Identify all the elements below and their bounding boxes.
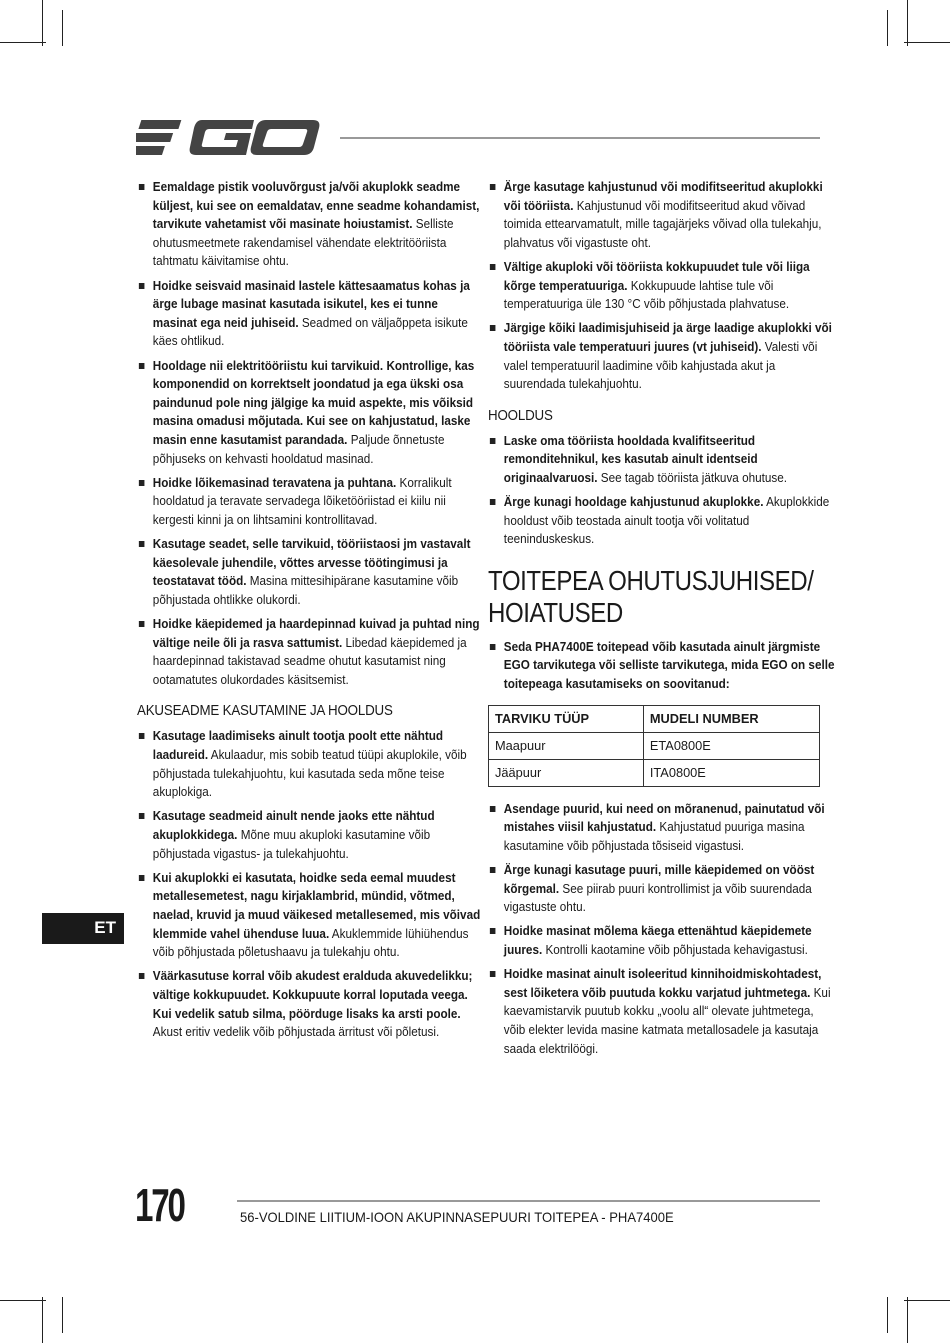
- table-header-cell: TARVIKU TÜÜP: [489, 705, 644, 732]
- main-heading: [488, 565, 826, 629]
- table-cell: Jääpuur: [489, 759, 644, 786]
- main-heading-line2: HOIATUSED: [488, 596, 623, 628]
- section-title-battery: AKUSEADME KASUTAMINE JA HOOLDUS: [137, 703, 393, 720]
- crop-mark: [0, 42, 46, 43]
- list-item: Ärge kunagi hooldage kahjustunud akuplokke. Akuplokkide hooldust võib teostada ainult tootja või volitatud teeninduskeskus.: [488, 493, 835, 549]
- ego-logo: [136, 118, 321, 158]
- language-tab: ET: [42, 913, 124, 944]
- powerhead-list: [488, 638, 835, 694]
- list-item: Laske oma tööriista hooldada kvalifitseeritud remonditehnikul, kes kasutab ainult identseid originaalvaruosi. See tagab tööriista jätkuva ohutuse.: [488, 432, 835, 488]
- crop-mark: [42, 1297, 43, 1343]
- crop-mark: [904, 1300, 950, 1301]
- crop-mark: [42, 0, 43, 46]
- list-item: Kasutage seadmeid ainult nende jaoks ette nähtud akuplokkidega. Mõne muu akuploki kasutamine võib põhjustada vigastus- ja tulekahjuohtu.: [137, 807, 484, 863]
- list-item: Väärkasutuse korral võib akudest eralduda akuvedelikku; vältige kokkupuudet. Kokkupuute korral loputada veega. Kui vedelik satub silma, pöörduge lisaks ka arsti poole. Akust eritiv vedelik võib põhjustada ärritust või põletusi.: [137, 967, 484, 1041]
- table-row: [489, 732, 820, 759]
- header-rule: [340, 137, 820, 139]
- list-item: Järgige kõiki laadimisjuhiseid ja ärge laadige akuplokki või tööriista vale temperatuuri juures (vt juhiseid). Valesti või valel temperatuuril laadimine võib kahjustada akut ja suurendada tulekahjuohtu.: [488, 319, 835, 393]
- crop-mark: [62, 10, 63, 46]
- list-item: Ärge kasutage kahjustunud või modifitseeritud akuplokki või tööriista. Kahjustunud või modifitseeritud akud võivad toimida ettearvamatult, mille tagajärjeks võivad olla tulekahju, plahvatus või vigastuste oht.: [488, 178, 835, 252]
- table-cell: Maapuur: [489, 732, 644, 759]
- footer-rule: [237, 1200, 820, 1202]
- table-cell: ETA0800E: [643, 732, 819, 759]
- battery-list: [137, 727, 481, 1041]
- table-header-cell: MUDELI NUMBER: [643, 705, 819, 732]
- crop-mark: [887, 10, 888, 46]
- crop-mark: [907, 1297, 908, 1343]
- left-column: [137, 178, 481, 1047]
- list-item: Ärge kunagi kasutage puuri, mille käepidemed on vööst kõrgemal. See piirab puuri kontrollimist ja võib suurendada vigastuste ohtu.: [488, 861, 835, 917]
- list-item: Hoidke seisvaid masinaid lastele kättesaamatus kohas ja ärge lubage masinat kasutada isikutel, kes ei tunne masinat ega neid juhiseid. Seadmed on väljaõppeta isikute käes ohtlikud.: [137, 277, 484, 351]
- safety-list: [137, 178, 480, 689]
- service-list: [488, 432, 830, 549]
- auger-list: [488, 800, 831, 1059]
- crop-mark: [907, 0, 908, 46]
- table-cell: ITA0800E: [643, 759, 819, 786]
- table-row: [489, 759, 820, 786]
- list-item: Kasutage seadet, selle tarvikuid, tööriistaosi jm vastavalt käesolevale juhendile, võttes arvesse töötingimusi ja teostatavat tööd. Masina mittesihipärane kasutamine võib põhjustada ohtlikke olukordi.: [137, 535, 484, 609]
- list-item: Asendage puurid, kui need on mõranenud, painutatud või mistahes viisil kahjustatud. Kahjustatud puuriga masina kasutamine võib põhjustada tõsiseid vigastusi.: [488, 800, 835, 856]
- list-item: Kui akuplokki ei kasutata, hoidke seda eemal muudest metallesemetest, nagu kirjaklambrid, mündid, võtmed, naelad, kruvid ja muud väikesed metallesemed, mis võivad klemmide vahel ühenduse luua. Akuklemmide lühiühendus võib põhjustada põletushaavu ja tulekahju ohtu.: [137, 869, 484, 962]
- list-item: Hoidke lõikemasinad teravatena ja puhtana. Korralikult hooldatud ja teravate servadega lõiketööriistad ei kiilu nii kergesti kinni ja on lihtsamini kontrollitavad.: [137, 474, 484, 530]
- list-item: Hoidke masinat ainult isoleeritud kinnihoidmiskohtadest, sest lõiketera võib puutuda kokku varjatud juhtmetega. Kui kaevamistarvik puutub kokku „voolu all“ olevate juhtmetega, võib elekter levida masine katmata metallosadele ja kasutaja saada elektrilöögi.: [488, 965, 835, 1058]
- list-item: Eemaldage pistik vooluvõrgust ja/või akuplokk seadme küljest, kui see on eemaldatav, enne seadme kohandamist, tarvikute vahetamist või masinate hoiustamist. Selliste ohutusmeetmete rakendamisel vähendate elektritööriista tahtmatu käivitamise ohtu.: [137, 178, 484, 271]
- list-item: Hoidke masinat mõlema käega ettenähtud käepidemete juures. Kontrolli kaotamine võib põhjustada kehavigastusi.: [488, 922, 835, 959]
- list-item: Seda PHA7400E toitepead võib kasutada ainult järgmiste EGO tarvikutega või selliste tarvikutega, mida EGO on selle toitepeaga kasutamiseks on soovitanud:: [488, 638, 835, 694]
- list-item: Hoidke käepidemed ja haardepinnad kuivad ja puhtad ning vältige neile õli ja rasva sattumist. Libedad käepidemed ja haardepinnad takistavad seadme ohutut kasutamist ning ootamatutes olukordades käsitsemist.: [137, 615, 484, 689]
- section-title-service: HOOLDUS: [488, 407, 553, 424]
- right-column: [488, 178, 835, 1064]
- crop-mark: [904, 42, 950, 43]
- footer-title: 56-VOLDINE LIITIUM-IOON AKUPINNASEPUURI TOITEPEA - PHA7400E: [240, 1209, 674, 1225]
- accessory-table: [488, 705, 820, 787]
- crop-mark: [62, 1297, 63, 1333]
- page-number: 170: [135, 1179, 184, 1231]
- main-heading-line1: TOITEPEA OHUTUSJUHISED/: [488, 564, 814, 596]
- table-header-row: [489, 705, 820, 732]
- list-item: Vältige akuploki või tööriista kokkupuudet tule või liiga kõrge temperatuuriga. Kokkupuude lahtise tule või temperatuuriga üle 130 °C võib põhjustada plahvatuse.: [488, 258, 835, 314]
- crop-mark: [887, 1297, 888, 1333]
- list-item: Hooldage nii elektritööriistu kui tarvikuid. Kontrollige, kas komponendid on korrektselt joondatud ja ega ükski osa paindunud pole ning jälgige ka muid aspekte, mis võiksid masina omadusi mõjutada. Kui see on kahjustatud, laske masin enne kasutamist parandada. Paljude õnnetuste põhjuseks on kehvasti hooldatud masinad.: [137, 357, 484, 469]
- crop-mark: [0, 1300, 46, 1301]
- list-item: Kasutage laadimiseks ainult tootja poolt ette nähtud laadureid. Akulaadur, mis sobib teatud tüüpi akuplokile, võib põhjustada tulekahjuohtu, kui kasutada seda mõne teise akuplokiga.: [137, 727, 484, 801]
- battery-list-continued: [488, 178, 832, 394]
